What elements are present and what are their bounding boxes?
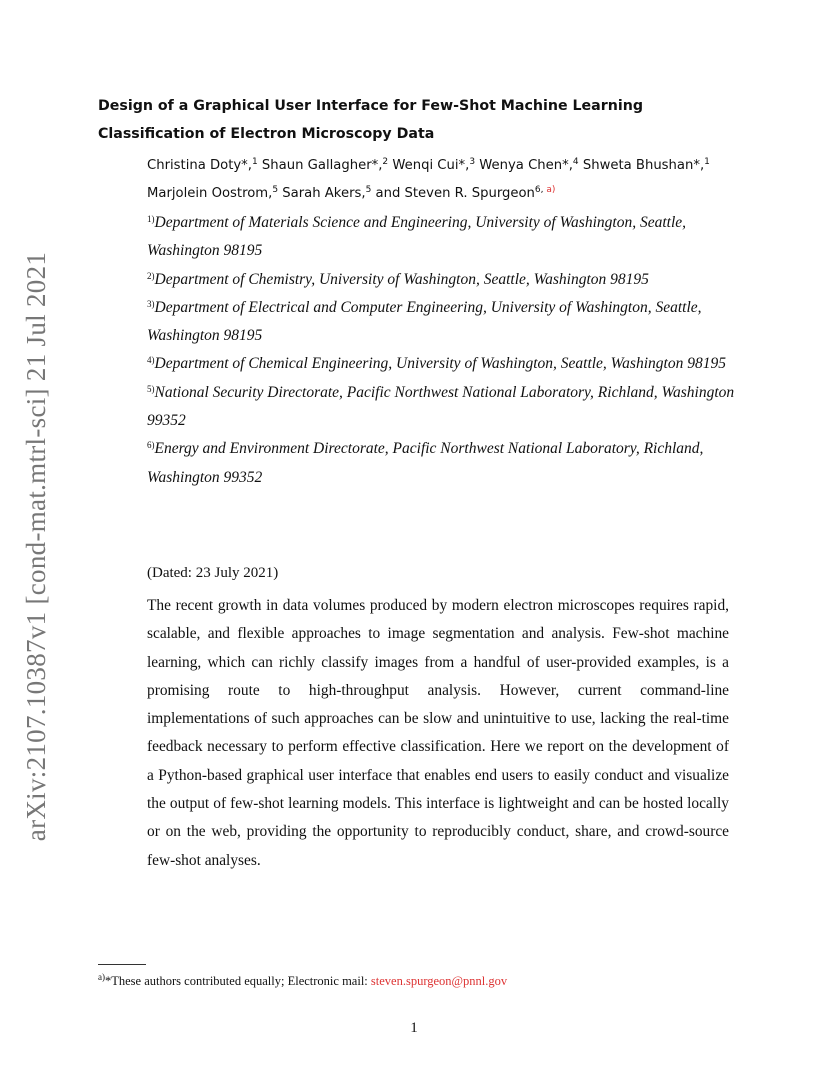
arxiv-identifier-text: arXiv:2107.10387v1 [cond-mat.mtrl-sci] 21 Jul 2021 bbox=[21, 251, 52, 841]
footnote bbox=[98, 971, 507, 991]
email-link[interactable]: steven.spurgeon@pnnl.gov bbox=[370, 974, 508, 988]
author-name: Shweta Bhushan*,$^1$ bbox=[582, 157, 710, 173]
page-number: 1 bbox=[410, 1020, 418, 1036]
author-name: Wenqi Cui*,$^3$ bbox=[392, 157, 476, 173]
footnote-link[interactable]: a) bbox=[546, 185, 556, 195]
abstract: The recent growth in data volumes produced by modern electron microscopes requires rapid, scalable, and flexible approaches to image segmentation and analysis. Few-shot machine learning, which can richly classify images from a handful of user-provided examples, is a promising route to high-throughput analysis. However, current command-line implementations of such approaches can be slow and unintuitive to use, lacking the real-time feedback necessary to perform effective classification. Here we report on the development of a Python-based graphical user interface that enables end users to easily conduct and visualize the output of few-shot learning models. This interface is lightweight and can be hosted locally or on the web, providing the opportunity to reproducibly conduct, share, and crowd-source few-shot analyses. bbox=[147, 597, 729, 869]
author-name: Christina Doty*,$^1$ bbox=[147, 157, 258, 173]
affiliation-item: $^{6)}$Energy and Environment Directorate, Pacific Northwest National Laboratory, Richland, Washington 99352 bbox=[147, 440, 704, 486]
affiliation-list bbox=[147, 209, 737, 492]
author-name: Marjolein Oostrom,$^5$ bbox=[147, 185, 279, 201]
footnote-divider bbox=[98, 964, 146, 965]
footnote-mark: a) bbox=[98, 972, 105, 982]
footnote-text: *These authors contributed equally; Electronic mail: bbox=[105, 974, 368, 988]
author-name: Sarah Akers,$^5$ bbox=[282, 185, 372, 201]
author-name: Shaun Gallagher*,$^2$ bbox=[261, 157, 389, 173]
affiliation-item: $^{1)}$Department of Materials Science and Engineering, University of Washington, Seattle, Washington 98195 bbox=[147, 214, 687, 260]
author-list bbox=[147, 152, 747, 208]
arxiv-identifier-sidebar bbox=[22, 250, 52, 842]
paper-title: Design of a Graphical User Interface for Few-Shot Machine Learning Classification of Electron Microscopy Data bbox=[98, 98, 643, 142]
author-name: and Steven R. Spurgeon$^{6, a)}$ bbox=[375, 185, 556, 201]
affiliation-item: $^{5)}$National Security Directorate, Pacific Northwest National Laboratory, Richland, Washington 99352 bbox=[147, 383, 735, 430]
date-line: (Dated: 23 July 2021) bbox=[147, 565, 279, 581]
affiliation-item: $^{2)}$Department of Chemistry, University of Washington, Seattle, Washington 98195 bbox=[147, 270, 649, 288]
affiliation-item: $^{3)}$Department of Electrical and Computer Engineering, University of Washington, Seattle, Washington 98195 bbox=[147, 298, 702, 345]
affiliation-item: $^{4)}$Department of Chemical Engineering, University of Washington, Seattle, Washington 98195 bbox=[147, 355, 726, 373]
author-name: Wenya Chen*,$^4$ bbox=[479, 157, 579, 173]
